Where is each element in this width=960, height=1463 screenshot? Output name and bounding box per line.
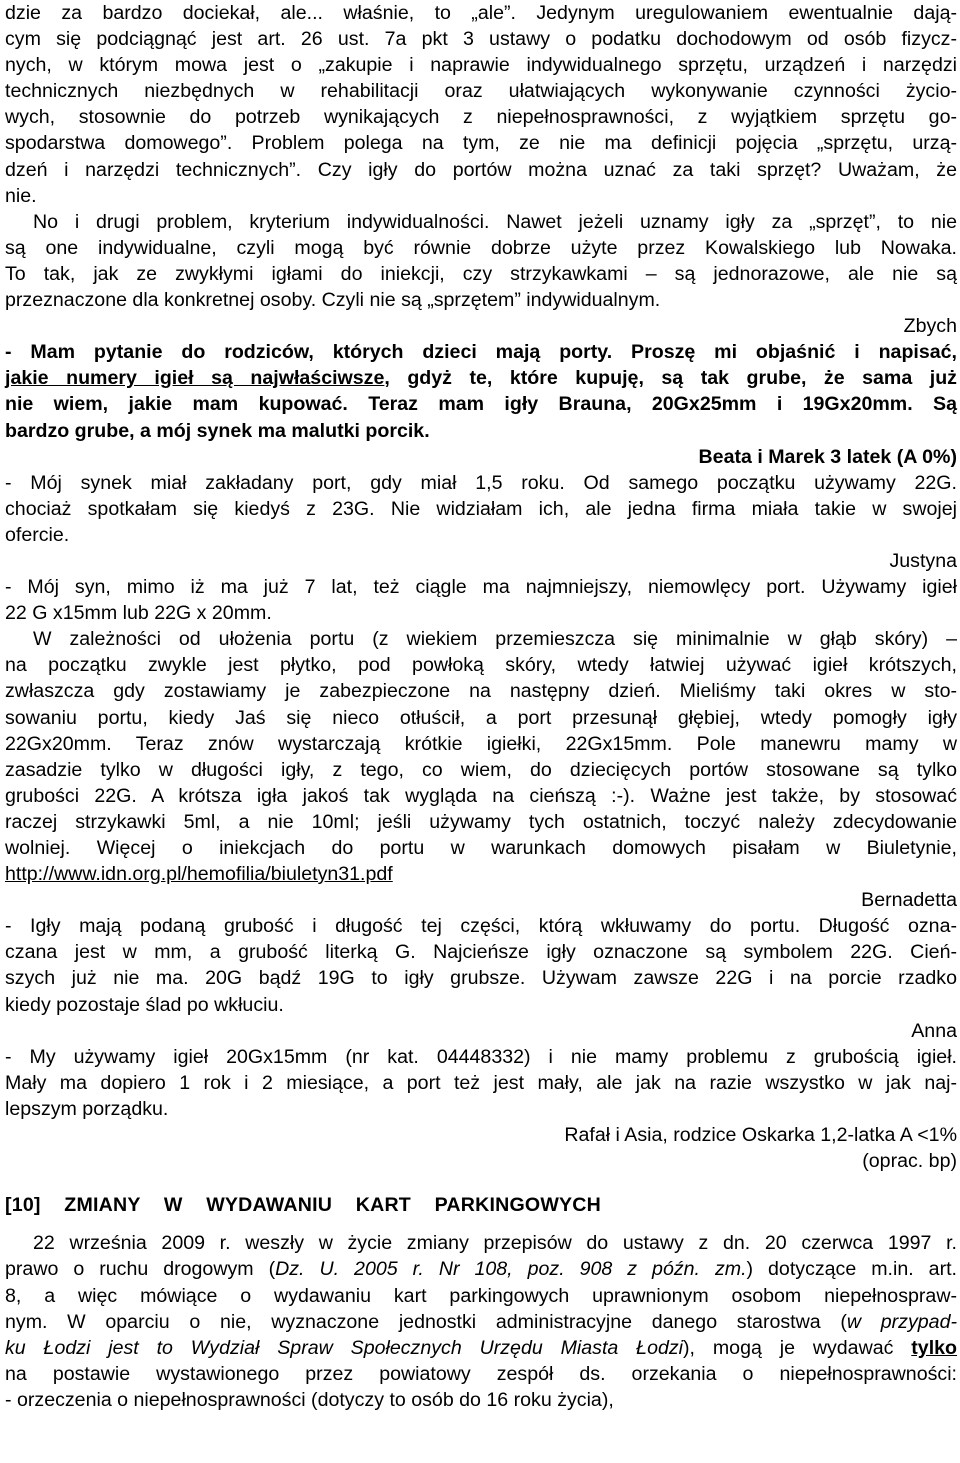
text-line: nie wiem, jakie mam kupować. Teraz mam igły Brauna, 20Gx25mm i 19Gx20mm. Są [5,393,957,416]
text-line: na postawie wystawionego przez powiatowy zespół ds. orzekania o niepełnosprawności: [5,1362,957,1385]
text-line: 22Gx20mm. Teraz znów wystarczają krótkie igiełki, 22Gx15mm. Pole manewru mamy w [5,732,957,755]
emphasis-tylko: tylko [911,1336,958,1359]
paragraph-answer-3 [5,1044,957,1122]
text-fragment: nym. W oparciu o nie, wyznaczone jednostki administracyjne danego starostwa ( [5,1310,847,1333]
text-line: To tak, jak ze zwykłymi igłami do iniekcji, czy strzykawkami – są jednorazowe, ale nie są [5,262,957,285]
text-line: - orzeczenia o niepełnosprawności (dotyczy to osób do 16 roku życia), [5,1388,614,1411]
text-line: - Mam pytanie do rodziców, których dzieci mają porty. Proszę mi objaśnić i napisać, [5,341,957,364]
text-line: kiedy pozostaje ślad po wkłuciu. [5,993,284,1016]
text-line [5,365,957,391]
text-line: są one indywidualne, czyli mogą być równie dobrze użyte przez Kowalskiego lub Nowaka. [5,236,957,259]
paragraph-needle-sizes [5,913,957,1017]
biuletyn-link[interactable]: http://www.idn.org.pl/hemofilia/biuletyn31.pdf [5,863,393,886]
text-line: spodarstwa domowego”. Problem polega na tym, ze nie ma definicji pojęcia „sprzętu, urzą- [5,132,957,155]
signature-rafal-asia: Rafał i Asia, rodzice Oskarka 1,2-latka A <1% [564,1124,957,1147]
paragraph-answer-2 [5,574,957,626]
text-line: No i drugi problem, kryterium indywidualności. Nawet jeżeli uznamy igły za „sprzęt”, to nie [33,210,957,233]
signature-justyna: Justyna [889,549,957,572]
text-line: sowaniu portu, kiedy Jaś się nieco otłuścił, a port przesunął głębiej, wtedy pomogły igły [5,706,957,729]
text-line: - Mój syn, mimo iż ma już 7 lat, też ciągle ma najmniejszy, niemowlęcy port. Używamy igieł [5,576,957,599]
document-page [5,0,957,1413]
text-line: 8, a więc mówiące o wydawaniu kart parkingowych uprawnionym osobom niepełnospraw- [5,1284,957,1307]
text-line [5,1335,957,1361]
paragraph-answer-1 [5,470,957,548]
citation-text: Dz. U. 2005 r. Nr 108, poz. 908 z późn. zm. [275,1258,747,1281]
question-continuation: , gdyż te, które kupuję, są tak grube, że sama już [384,367,957,390]
text-line: bardzo grube, a mój synek ma malutki porcik. [5,419,430,442]
italic-fragment: w przypad- [846,1310,957,1333]
text-line: cym się podciągnąć jest art. 26 ust. 7a pkt 3 ustawy o podatku dochodowym od osób fizycz- [5,28,957,51]
text-line: - Mój synek miał zakładany port, gdy miał 1,5 roku. Od samego początku używamy 22G. [5,471,957,494]
text-line: grubości 22G. A krótsza igła jakoś tak wygląda na cieńszą :-). Ważne jest także, by stosować [5,784,957,807]
text-line: - My używamy igieł 20Gx15mm (nr kat. 04448332) i nie mamy problemu z grubością igieł. [5,1045,957,1068]
text-line: 22 września 2009 r. weszły w życie zmiany przepisów do ustawy z dn. 20 czerwca 1997 r. [33,1232,957,1255]
question-paragraph [5,339,957,443]
text-line: nych, w którym mowa jest o „zakupie i naprawie indywidualnego sprzętu, urządzeń i narzędzi [5,54,957,77]
text-line: przeznaczone dla konkretnej osoby. Czyli nie są „sprzętem” indywidualnym. [5,289,661,312]
text-line: chociaż spotkałam się kiedyś z 23G. Nie widziałam ich, ale jedna firma miała takie w swojej [5,497,957,520]
text-line: wolniej. Więcej o iniekcjach do portu w warunkach domowych pisałam w Biuletynie, [5,837,957,859]
text-line: 22 G x15mm lub 22G x 20mm. [5,602,272,625]
text-line [5,1309,957,1335]
signature-editor: (oprac. bp) [862,1150,957,1173]
underlined-question: jakie numery igieł są najwłaściwsze [5,367,385,390]
signature-bernadetta: Bernadetta [861,889,957,912]
text-line: raczej strzykawki 5ml, a nie 10ml; jeśli używamy tych ostatnich, toczyć należy zdecydowanie [5,810,957,833]
text-line: technicznych niezbędnych w rehabilitacji oraz ułatwiających wykonywanie czynności życio- [5,80,957,103]
text-line: lepszym porządku. [5,1097,169,1120]
signature-zbych: Zbych [903,315,957,338]
text-line: zasadzie tylko w długości igły, z tego, co wiem, do dziecięcych portów stosowane są tylko [5,758,957,781]
text-line [5,1256,957,1282]
text-line: czana jest w mm, a grubość literką G. Najcieńsze igły oznaczone są symbolem 22G. Cień- [5,941,957,964]
text-line: na początku zwykle jest płytko, pod powłoką skóry, wtedy łatwiej używać igieł krótszych, [5,654,957,677]
text-line: szych już nie ma. 20G bądź 19G to igły grubsze. Używam zawsze 22G i na porcie rzadko [5,967,957,990]
heading-text: [10] ZMIANY W WYDAWANIU KART PARKINGOWYCH [5,1194,602,1217]
text-line: wych, stosownie do potrzeb wynikających z niepełnosprawności, z wyjątkiem sprzętu go- [5,106,957,129]
text-fragment: prawo o ruchu drogowym ( [5,1258,276,1281]
text-line [5,861,957,887]
text-line: zwłaszcza gdy zostawiamy je zabezpieczone na następny dzień. Mieliśmy taki okres w sto- [5,680,957,703]
text-line: dzie za bardzo dociekał, ale... właśnie, to „ale”. Jedynym uregulowaniem ewentualnie dają- [5,2,957,24]
signature-beata-marek: Beata i Marek 3 latek (A 0%) [698,445,957,468]
text-fragment: ), mogą je wydawać [683,1336,912,1359]
signature-anna: Anna [911,1019,957,1042]
text-line: dzeń i narzędzi technicznych”. Czy igły do portów można uznać za taki sprzęt? Uważam, że [5,158,957,181]
text-line: ofercie. [5,523,70,546]
italic-fragment: ku Łodzi jest to Wydział Spraw Społecznych Urzędu Miasta Łodzi [5,1336,684,1359]
spacer [5,1218,957,1230]
text-fragment: ) dotyczące m.in. art. [746,1258,957,1281]
text-line: nie. [5,184,37,207]
paragraph-port-position [5,626,957,887]
paragraph-individuality [5,209,957,313]
section-heading [5,1192,957,1218]
text-line: Mały ma dopiero 1 rok i 2 miesiące, a port też jest mały, ale jak na razie wszystko w jak naj- [5,1071,957,1094]
text-line: W zależności od ułożenia portu (z wiekiem przemieszcza się minimalnie w głąb skóry) – [33,628,957,651]
paragraph-parking-cards [5,1230,957,1413]
paragraph-tax-law [5,0,957,209]
text-line: - Igły mają podaną grubość i długość tej części, którą wkłuwamy do portu. Długość ozna- [5,915,957,938]
